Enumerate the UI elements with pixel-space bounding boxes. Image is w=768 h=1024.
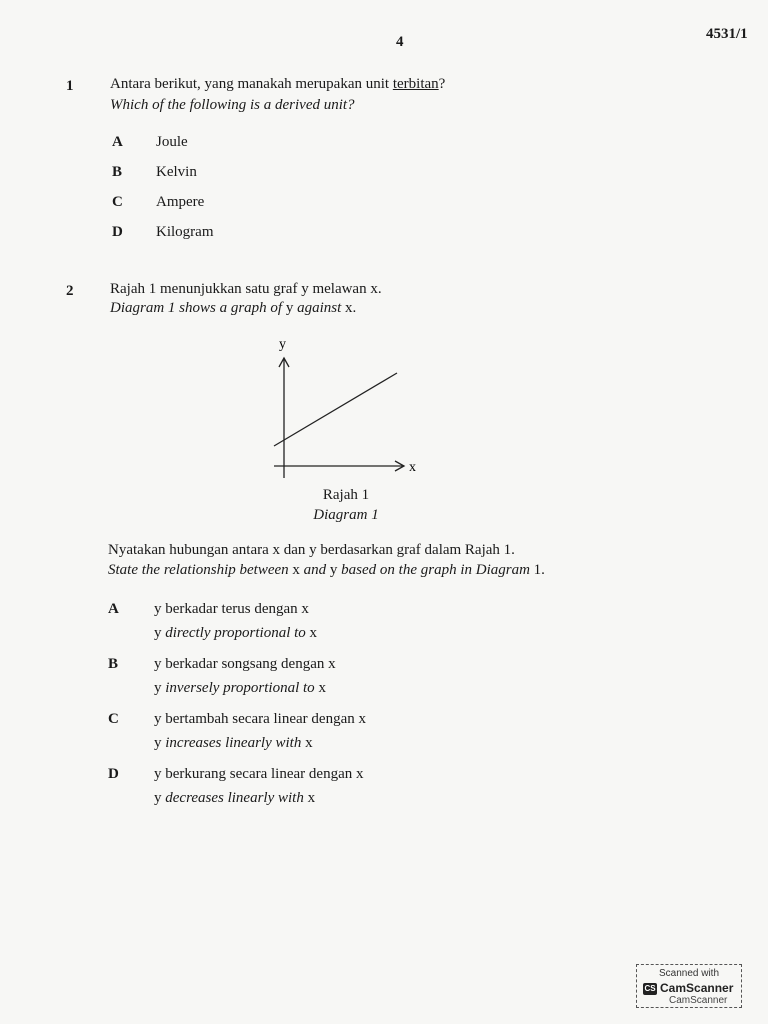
page-number: 4 <box>396 34 404 50</box>
q1-option-b-letter: B <box>112 164 123 180</box>
x-axis-label: x <box>409 460 416 475</box>
scanned-with-text: Scanned with <box>658 968 720 979</box>
q1-option-a-letter: A <box>112 134 123 150</box>
paper-code: 4531/1 <box>706 26 748 42</box>
diagram-caption-ms: Rajah 1 <box>322 487 370 503</box>
diagram-caption-en: Diagram 1 <box>313 507 379 523</box>
camscanner-watermark <box>636 964 742 1008</box>
q2-option-c-text-ms: y bertambah secara linear dengan x <box>154 711 366 727</box>
q1-option-d-text: Kilogram <box>156 224 214 240</box>
question-1-text-ms: Antara berikut, yang manakah merupakan unit terbitan? <box>110 76 446 92</box>
q1-option-a-text: Joule <box>156 134 188 150</box>
q1-option-c-text: Ampere <box>156 194 205 210</box>
q2-option-a-text-en: y directly proportional to x <box>154 625 318 641</box>
question-1-text-en: Which of the following is a derived unit? <box>110 97 355 113</box>
question-2-number: 2 <box>66 283 74 299</box>
question-1-number: 1 <box>66 78 74 94</box>
q1-option-c-letter: C <box>112 194 123 210</box>
q2-option-c-text-en: y increases linearly with x <box>154 735 313 751</box>
question-2-prompt-ms: Nyatakan hubungan antara x dan y berdasarkan graf dalam Rajah 1. <box>108 542 515 558</box>
question-2-text-ms: Rajah 1 menunjukkan satu graf y melawan x. <box>110 281 382 297</box>
graph-line <box>274 373 397 446</box>
q2-option-b-text-en: y inversely proportional to x <box>154 680 326 696</box>
question-2-text-en: Diagram 1 shows a graph of y against x. <box>110 300 357 316</box>
q2-option-d-letter: D <box>108 766 119 782</box>
underlined-term: terbitan <box>392 76 439 92</box>
camscanner-brand-repeat: CamScanner <box>669 995 728 1006</box>
q2-option-d-text-en: y decreases linearly with x <box>154 790 316 806</box>
q2-option-b-letter: B <box>108 656 119 672</box>
q2-option-d-text-ms: y berkurang secara linear dengan x <box>154 766 364 782</box>
q2-option-a-letter: A <box>108 601 119 617</box>
camscanner-brand: CamScanner <box>660 981 734 995</box>
y-axis-label: y <box>279 337 286 352</box>
q1-option-b-text: Kelvin <box>156 164 197 180</box>
diagram-1-graph <box>258 332 428 482</box>
question-2-prompt-en: State the relationship between x and y based on the graph in Diagram 1. <box>108 562 545 578</box>
camscanner-logo-icon: CS <box>644 984 656 993</box>
q2-option-c-letter: C <box>108 711 119 727</box>
q2-option-b-text-ms: y berkadar songsang dengan x <box>154 656 336 672</box>
q1-option-d-letter: D <box>112 224 123 240</box>
q2-option-a-text-ms: y berkadar terus dengan x <box>154 601 309 617</box>
